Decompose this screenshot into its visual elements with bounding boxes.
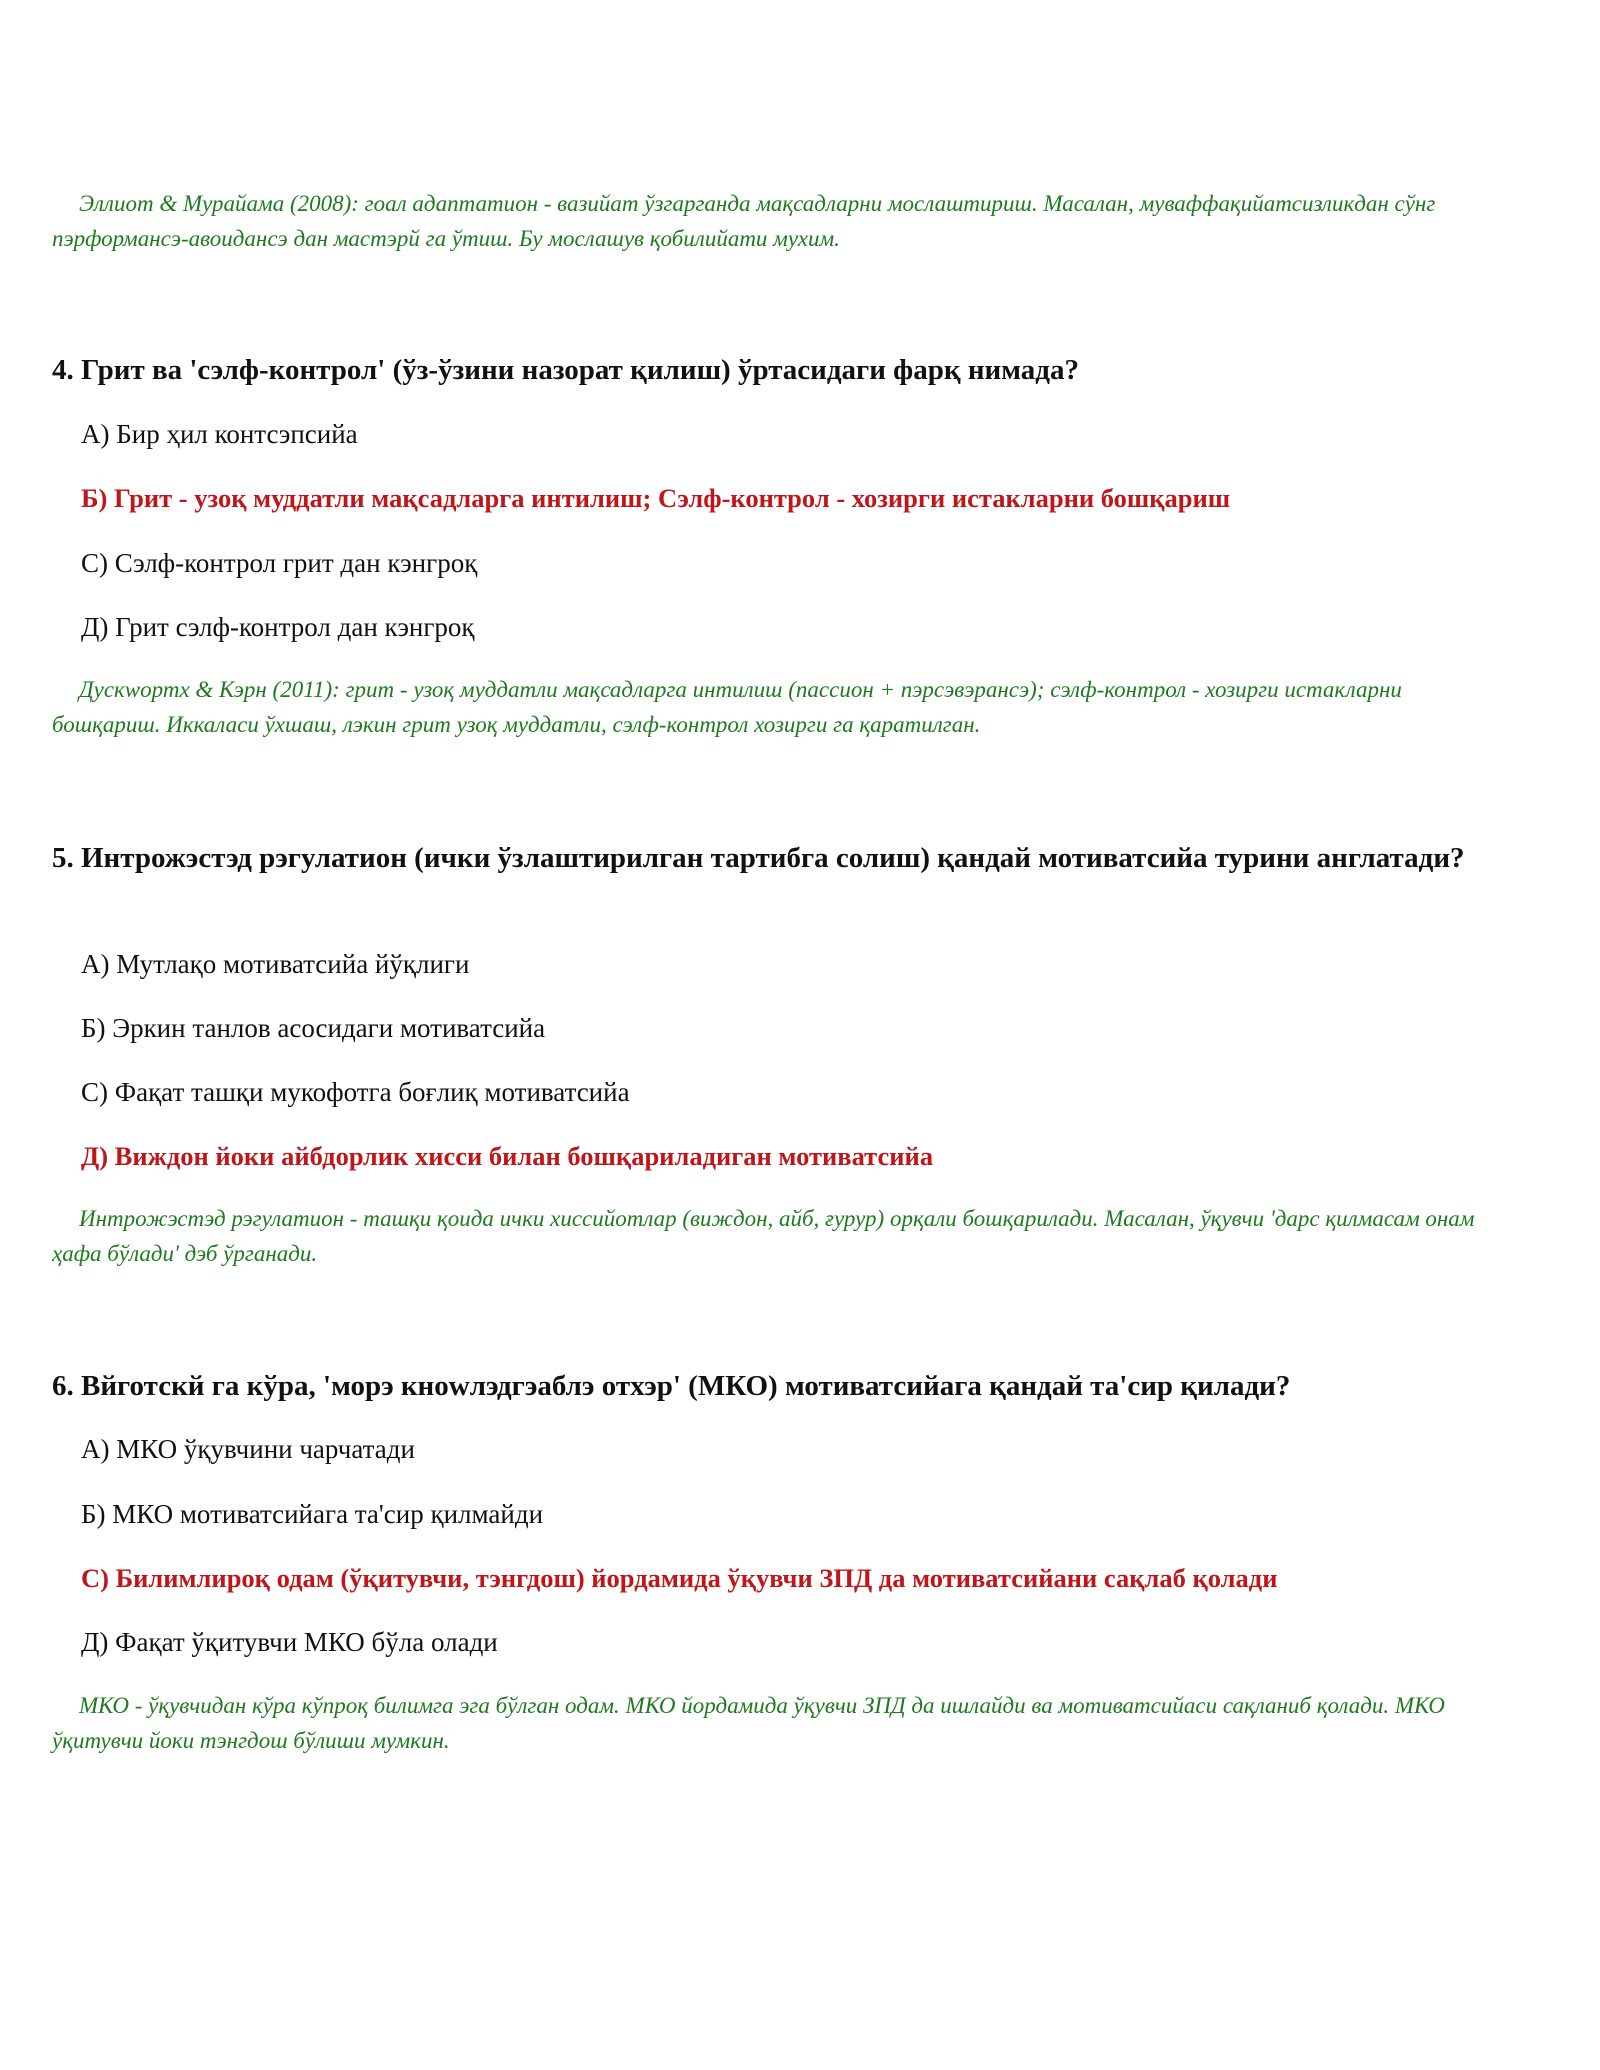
question-4-option-d: Д) Грит сэлф-контрол дан кэнгроқ (81, 612, 475, 642)
question-4-option-b-correct: Б) Грит - узоқ муддатли мақсадларга интилиш; Сэлф-контрол - хозирги истакларни бошқариш (81, 483, 1231, 513)
question-5-option-d-correct: Д) Виждон йоки айбдорлик хисси билан бошқариладиган мотиватсийа (81, 1141, 934, 1171)
question-4-title: 4. Грит ва 'сэлф-контрол' (ўз-ўзини назорат қилиш) ўртасидаги фарқ нимада? (52, 354, 1079, 386)
question-5-option-c: С) Фақат ташқи мукофотга боғлиқ мотиватсийа (81, 1077, 630, 1107)
question-5-option-a: А) Мутлақо мотиватсийа йўқлиги (81, 949, 470, 979)
question-4-option-a: А) Бир ҳил контсэпсийа (81, 419, 358, 449)
question-5-explanation: Интрожэстэд рэгулатион - ташқи қоида ички хиссийотлар (виждон, айб, ғурур) орқали бошқарилади. Масалан, ўқувчи 'дарс қилмасам онам ҳафа бўлади' дэб ўрганади. (52, 1206, 1475, 1266)
question-4-explanation: Дускwортх & Кэрн (2011): грит - узоқ муддатли мақсадларга интилиш (пассион + пэрсэвэрансэ); сэлф-контрол - хозирги истакларни бошқариш. Иккаласи ўхшаш, лэкин грит узоқ муддатли, сэлф-контрол хозирги га қаратилган. (52, 677, 1402, 737)
question-6-explanation: МКО - ўқувчидан кўра кўпроқ билимга эга бўлган одам. МКО йордамида ўқувчи ЗПД да ишлайди ва мотиватсийаси сақланиб қолади. МКО ўқитувчи йоки тэнгдош бўлиши мумкин. (52, 1693, 1445, 1753)
top-explanation: Эллиот & Мурайама (2008): гоал адаптатион - вазийат ўзгарганда мақсадларни мослаштириш. Масалан, муваффақийатсизликдан сўнг пэрформансэ-авоидансэ дан мастэрй га ўтиш. Бу мослашув қобилийати мухим. (52, 191, 1436, 251)
question-5-option-b: Б) Эркин танлов асосидаги мотиватсийа (81, 1013, 546, 1043)
question-5-title: 5. Интрожэстэд рэгулатион (ички ўзлаштирилган тартибга солиш) қандай мотиватсийа турини англатади? (52, 842, 1465, 874)
question-6-option-a: А) МКО ўқувчини чарчатади (81, 1434, 415, 1464)
question-6-option-d: Д) Фақат ўқитувчи МКО бўла олади (81, 1627, 498, 1657)
question-6-option-b: Б) МКО мотиватсийага та'сир қилмайди (81, 1499, 544, 1529)
question-4-option-c: С) Сэлф-контрол грит дан кэнгроқ (81, 548, 478, 578)
question-6-option-c-correct: С) Билимлироқ одам (ўқитувчи, тэнгдош) йордамида ўқувчи ЗПД да мотиватсийани сақлаб қолади (81, 1563, 1278, 1593)
question-6-title: 6. Вйготскй га кўра, 'морэ кноwлэдгэаблэ отхэр' (МКО) мотиватсийага қандай та'сир қилади? (52, 1370, 1291, 1402)
